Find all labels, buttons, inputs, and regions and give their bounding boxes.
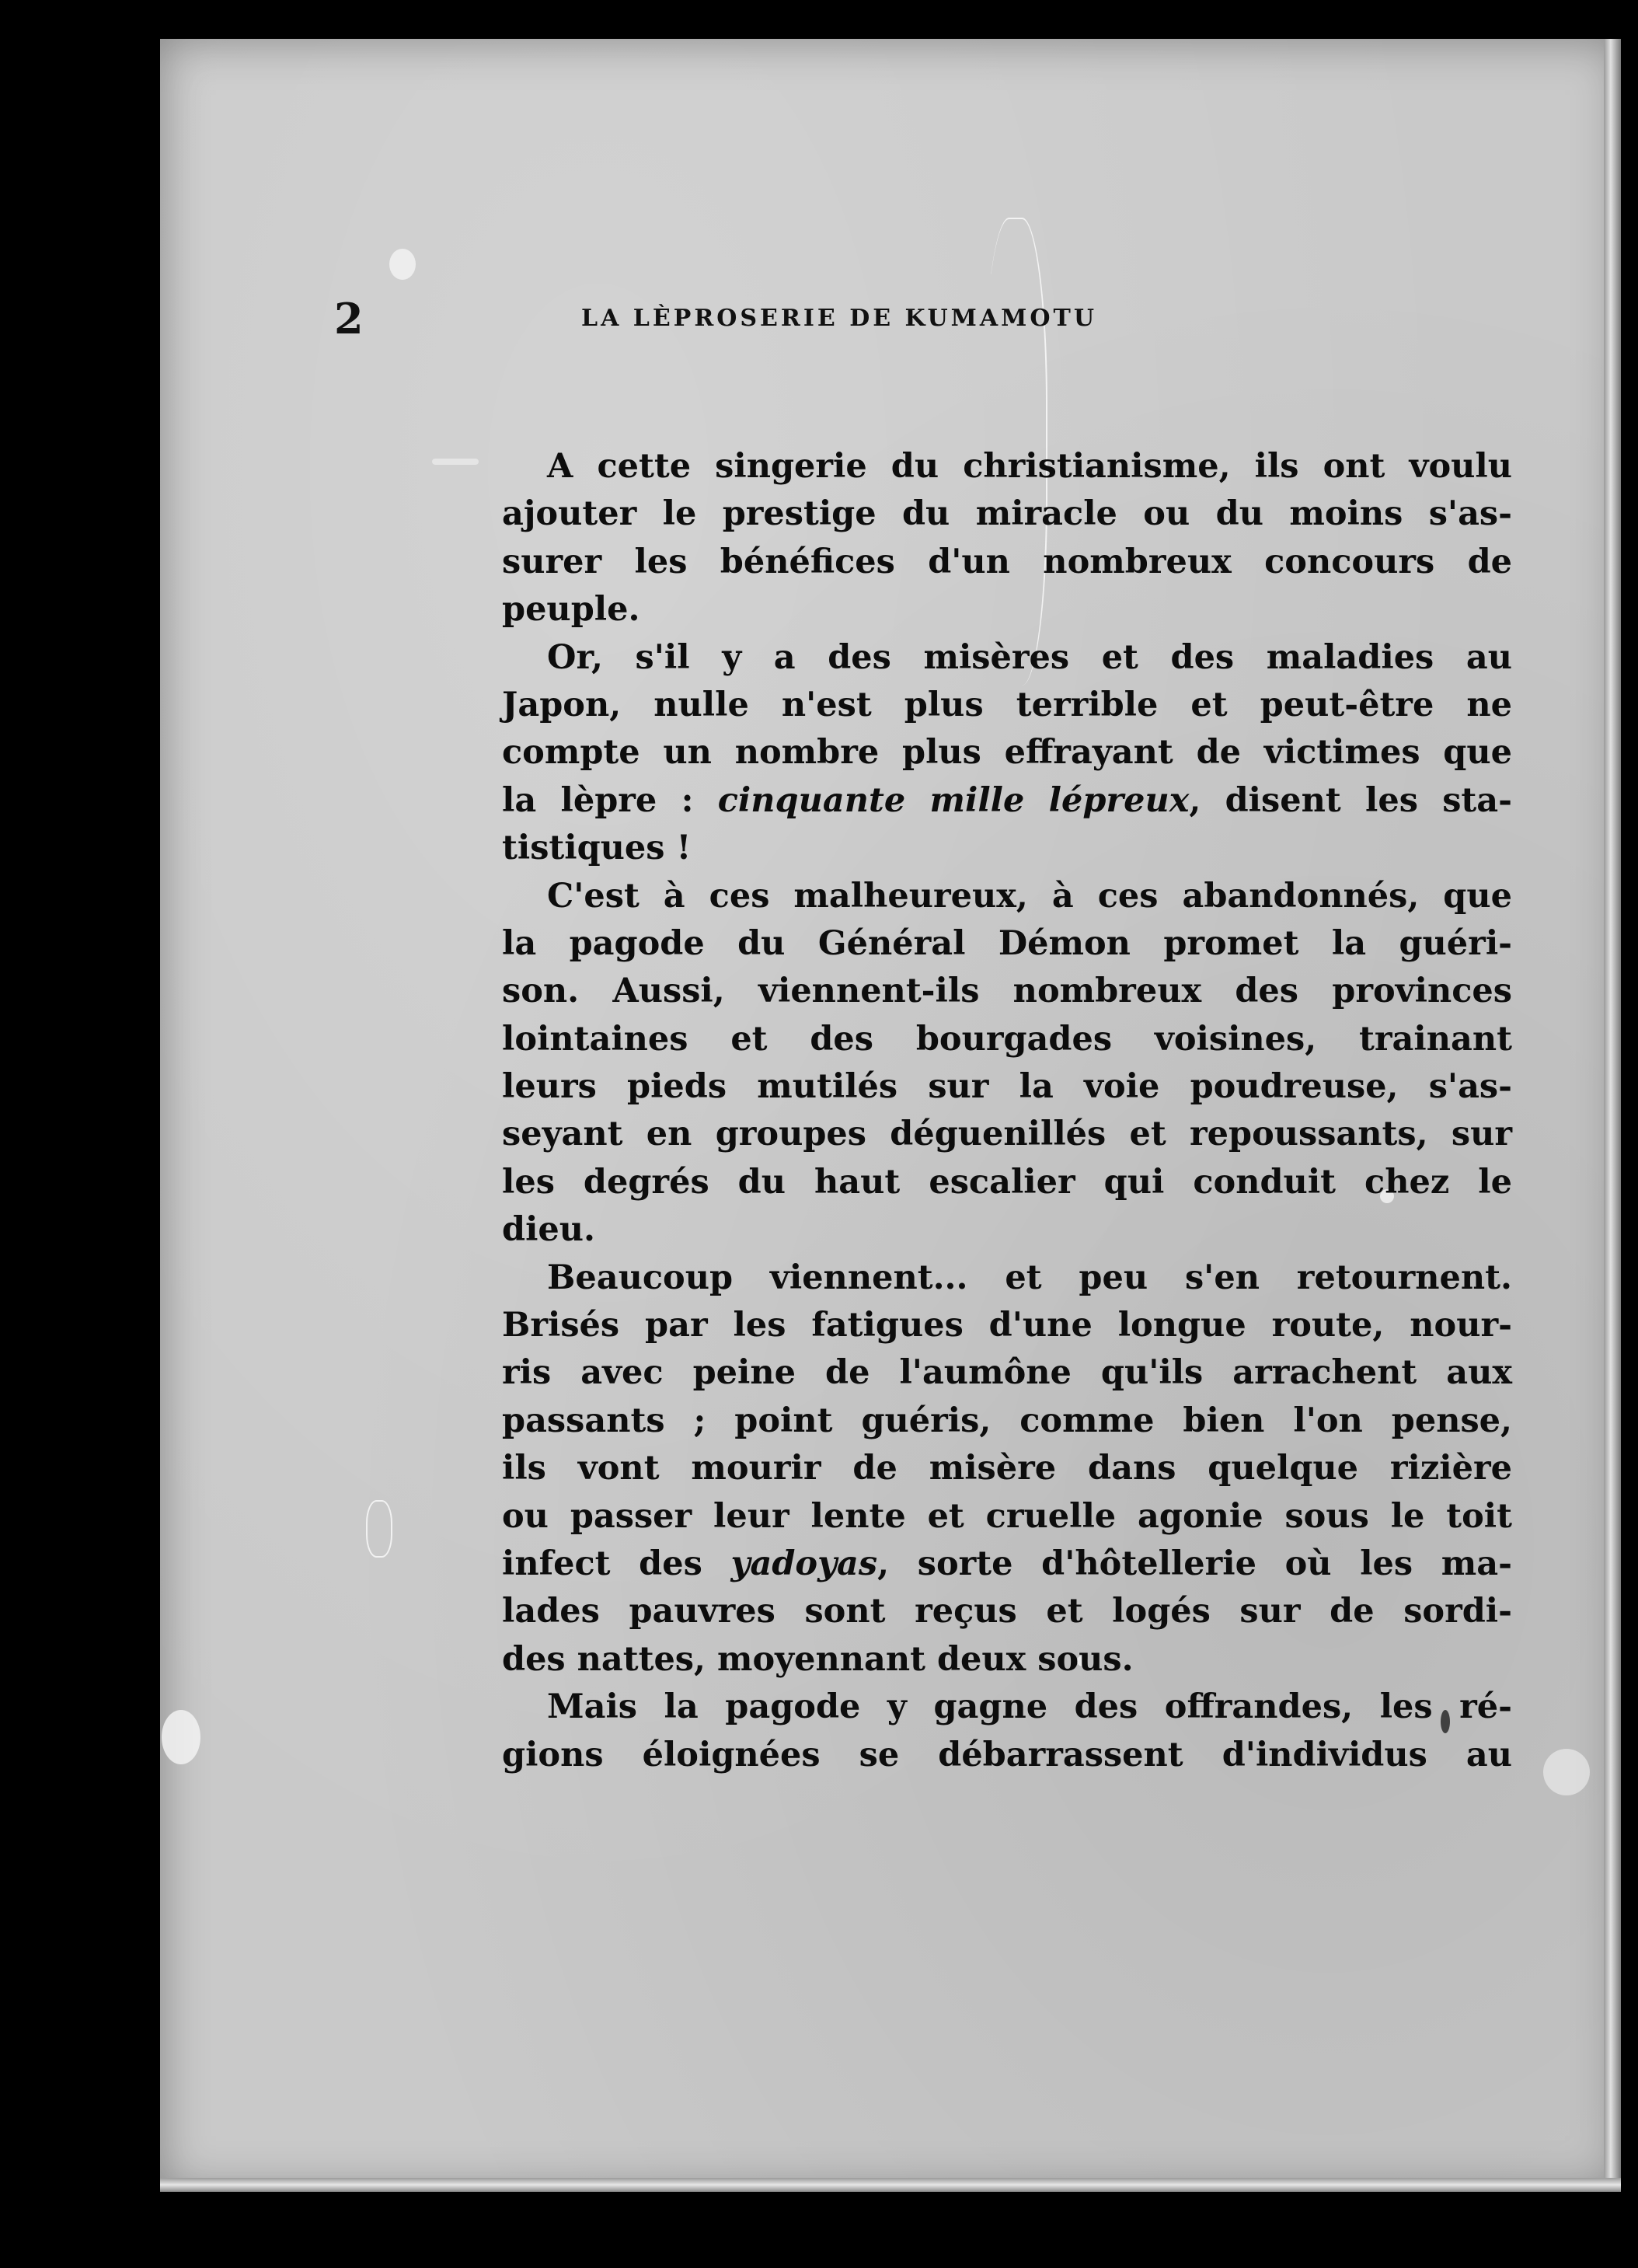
text-line [502,777,1512,825]
text-line: passants ; point guéris, comme bien l'on pense, [502,1401,1512,1440]
dust-speck [389,249,416,280]
text-line: Japon, nulle n'est plus terrible et peut-être ne [502,685,1512,724]
text-line: la pagode du Général Démon promet la guéri- [502,923,1512,963]
text-line: peuple. [502,590,640,630]
text-line: Brisés par les fatigues d'une longue route, nour- [502,1306,1512,1345]
text-line: ou passer leur lente et cruelle agonie sous le toit [502,1496,1512,1536]
text-segment: , sorte d'hôtellerie où les ma- [877,1544,1512,1583]
page-edge [1604,39,1621,2192]
book-page [160,39,1621,2192]
hair-artifact [366,1500,392,1558]
running-head: LA LÈPROSERIE DE KUMAMOTU [580,305,1097,332]
text-line: ajouter le prestige du miracle ou du moins s'as- [502,494,1512,534]
text-line: son. Aussi, viennent-ils nombreux des provinces [502,972,1512,1011]
page-number: 2 [334,294,364,344]
dust-speck [162,1710,200,1764]
text-line: leurs pieds mutilés sur la voie poudreuse, s'as- [502,1067,1512,1107]
text-line: Mais la pagode y gagne des offrandes, les ré- [547,1687,1512,1727]
italic-term: yadoyas [730,1544,878,1583]
text-line: Beaucoup viennent... et peu s'en retournent. [547,1258,1512,1297]
text-line: seyant en groupes déguenillés et repoussants, sur [502,1115,1512,1154]
page-edge-bottom [160,2178,1621,2192]
text-line: A cette singerie du christianisme, ils ont voulu [547,447,1512,486]
text-line: lades pauvres sont reçus et logés sur de sordi- [502,1592,1512,1631]
text-line: les degrés du haut escalier qui conduit chez le [502,1162,1512,1202]
text-line: lointaines et des bourgades voisines, trainant [502,1019,1512,1059]
text-line: Or, s'il y a des misères et des maladies au [547,637,1512,677]
text-line: gions éloignées se débarrassent d'individus au [502,1735,1512,1774]
dust-speck [432,459,479,465]
text-line [502,1540,1512,1588]
italic-term: cinquante mille lépreux [717,780,1190,820]
text-segment: infect des [502,1544,731,1583]
dust-speck [1543,1749,1590,1795]
text-line: tistiques ! [502,829,692,868]
text-line: dieu. [502,1210,595,1250]
page-header [334,295,1344,342]
text-line: ris avec peine de l'aumône qu'ils arrachent aux [502,1353,1512,1393]
text-line: surer les bénéfices d'un nombreux concours de [502,542,1512,581]
text-segment: , disent les sta- [1189,780,1512,820]
body-text [502,443,1512,1779]
text-line: compte un nombre plus effrayant de victimes que [502,733,1512,773]
text-segment: la lèpre : [502,780,718,820]
text-line: ils vont mourir de misère dans quelque rizière [502,1449,1512,1488]
text-line: C'est à ces malheureux, à ces abandonnés, que [547,876,1512,916]
text-line: des nattes, moyennant deux sous. [502,1639,1134,1679]
